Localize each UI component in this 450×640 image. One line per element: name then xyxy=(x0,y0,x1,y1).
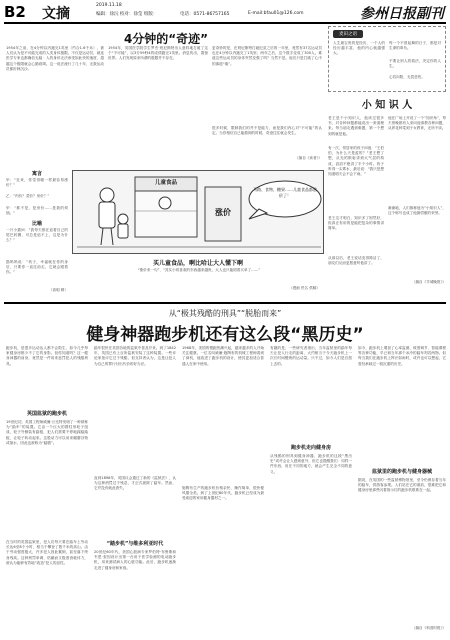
tale-paragraph: 甲：“都不是，是房价……是我的烦恼。” xyxy=(6,206,68,216)
tale-column xyxy=(6,170,68,296)
tale-paragraph: 乙：“肉价？菜价？房价？” xyxy=(6,194,50,198)
section-title: 文摘 xyxy=(42,6,70,22)
cartoon-sign-price: 涨价 xyxy=(215,208,231,217)
article-paragraph: 1954年之前，在4分钟以内跑完1英里（约合1.6千米），被人们认为是不可能完成的人类身体极限。不仅是运动员，就连医学专家也都确信无疑：人的身体无法承受如此快的速度，超越这个极限就会心肺衰竭。这一说法流行了几十年，无数运动员都折戟沉沙。 xyxy=(6,46,104,71)
article-paragraph: 从残酷的刑具到健身神器，跑步机的这段“黑历史”或许会让人感到意外，但它也提醒我们：同样一件东西，用在不同的地方，就会产生完全不同的意义。 xyxy=(270,454,352,474)
cartoon-caption: 买儿童食品，啊比哈让大人懂下啊 xyxy=(152,260,243,267)
cartoon-bubble-text: 马路、食物、糖果……儿童食品都涨价了！ xyxy=(253,187,317,198)
article-paragraph: 20世纪60年代，美国心脏病专家罗伯特·布鲁斯和韦恩·奎因设计出第一台用于医学检测的电动跑步机，用来测试病人的心脏功能。此后，跑步机逐渐走进了健身房和家庭。 xyxy=(94,550,176,570)
article-paragraph: 踏车很快在英国各地的监狱中普及开来。到了1842年，英国已有上百所监狱安装了这种装置。一些评论家批评它过于残酷，但支持者认为，这是让犯人为自己的罪行付出代价的好办法。 xyxy=(94,346,176,366)
article-paragraph: 老王是个小知识人，他读过很多书，对各种问题都能说出一套道理来。每当朋友遇到难题，第一个想到的就是他。 xyxy=(328,116,384,136)
quote-line: 不要让别人的看法，决定你的人生。 xyxy=(389,59,441,69)
tale-source: （高明 辑） xyxy=(48,288,68,292)
email: E-mail:bfau01@126.com xyxy=(248,11,304,16)
article-paragraph: 如今，跑步机上增加了心率监测、坡度调节、智能课程等各种功能，早已和当年那个冰冷的踏车判若两物。但每当我们在跑步机上挥汗如雨时，或许也可以想起，它曾经承载过一段沉重的历史。 xyxy=(358,346,446,366)
tale-label: 比喻 xyxy=(31,221,42,227)
article-subheading: 监狱里的跑步机与健身器械 xyxy=(371,469,432,475)
cartoon-credit: （漫画 佚名 供稿） xyxy=(288,286,320,290)
article-paragraph: 从那以后，老王说话变得简洁了，朋友们反而更愿意听他讲了。 xyxy=(328,256,384,266)
article-paragraph: 他在广场上开设了一个“知识角”，每天傍晚都有人来向他请教各种问题，从养花种菜到子女教育，无所不谈。 xyxy=(388,116,446,131)
phone: 电话：0571-86757165 xyxy=(180,12,230,17)
tale-paragraph: 猫妈妈说：“孩子，幸福就在你的身后，只要你一直往前走，它就会跟着你。” xyxy=(6,260,68,275)
editor-line: 编辑：徐沅 校对：徐莹 组版： xyxy=(96,12,158,17)
article-paragraph: 1968年，美国的慢跑热潮兴起，越来越多的人开始关注健康。一位名叫威廉·施陶布的机械工程师看到了商机，他改进了跑步机的设计，使其更加适合普通人在家中使用。 xyxy=(182,346,264,366)
article-paragraph: 有一次，邻居家的孩子问他：“王伯伯，为什么天是蓝的？”老王想了想，从光的散射讲到大气层的构成，滔滔不绝讲了半个小时。孩子听得一头雾水，最后说：“我只是想知道明天会不会下雨。” xyxy=(328,146,384,177)
quote-line: 心若向阳，无畏悲伤。 xyxy=(389,75,425,79)
main-article-title: 健身神器跑步机还有这么段“黑历史” xyxy=(86,325,364,345)
newspaper-brand: 参州日报副刊 xyxy=(360,6,444,22)
article-paragraph: 渐渐地，人们都称他为“小知识人”，这个称号也成了他最骄傲的荣誉。 xyxy=(388,206,446,216)
article-paragraph: 施陶布生产的跑步机价格亲民、操作简单，很快便风靡全美。到了上世纪80年代，跑步机已经成为最受欢迎的家用健身器材之一。 xyxy=(182,486,264,501)
article-paragraph: 直到1898年，英国议会通过了新的《监狱法》，认为这种刑罚过于残忍，才正式废除了踏车。然而，它并没有就此消失。 xyxy=(94,476,176,491)
article-subheading: “踏步机”与维多利亚时代 xyxy=(106,541,164,547)
article-paragraph: 在当时的英国监狱里，犯人们每天要在踏车上劳动长达6至8个小时，相当于攀登了数千米的高山。由于劳动强度极大，许多犯人因此累倒，甚至落下终身残疾。这种刑罚单调、枯燥而又极度消耗体力，被认为能够有效地“改造”犯人的品性。 xyxy=(6,540,88,565)
article-paragraph: 19世纪初，英国工程师威廉·丘比特发明了一种被称为“踏车”的装置。它由一个巨大的圆柱形轮子组成，轮子外侧装有踏板，犯人们需要不停地踩踏踏板，让轮子转动起来。这股动力可以用来碾磨谷物或抽水，因此也被称为“踏磨”。 xyxy=(6,420,88,445)
page-code: B2 xyxy=(4,3,26,21)
article-paragraph: 更奇妙的是，在班尼斯特打破纪录之后的一年里，竟然有37名运动员也在4分钟以内跑完了1英里；两年之后，这个数字变成了300人。难道这些运动员的身体突然变强了吗？当然不是。他们只是打破了心中的那道“墙”。 xyxy=(212,46,322,66)
cartoon-illustration xyxy=(72,170,324,254)
tale-paragraph: 一只小猫问：“我每天都在追着自己的尾巴转圈，可总是追不上，这是为什么？” xyxy=(6,228,68,243)
article-miracle xyxy=(6,26,324,166)
main-article-kicker: 从“极其残酷的刑具”“脱胎而来” xyxy=(168,309,282,318)
article-source: （摘自《读者》） xyxy=(295,156,322,160)
article-title: 小 知 识 人 xyxy=(361,100,413,111)
quote-line: 人生最宝贵的是经历，一个人的经历越丰富，他的内心就越强大。 xyxy=(333,41,385,56)
article-paragraph: 跑步机，是很多运动达人都不会陌生，如今几乎每家健身房都少不了它的身影。但你知道吗？这一健身神器的前身，竟然是一件用来惩罚犯人的残酷刑具。 xyxy=(6,346,88,366)
article-source: （摘自《羊城晚报》） xyxy=(411,280,446,284)
section-rule xyxy=(4,302,446,304)
article-paragraph: 老王这才明白，知识多了固然好，但真正有用的是能把复杂的事情讲简单。 xyxy=(328,216,384,231)
quote-box-heading: 麦田之语 xyxy=(333,30,363,38)
cartoon-caption-note: “涨价来一句”、“其实小孩喜欢的东西越来越贵，大人也只能陪着买单了……” xyxy=(137,268,261,272)
article-paragraph: 据说，在英国的一些监狱博物馆里，至今仍保存着当年的踏车，供游客参观。人们站在它的面前，很难把它和健身房里那些闪着指示灯的跑步机联系在一起。 xyxy=(358,478,446,493)
cartoon-drawing xyxy=(73,171,325,255)
article-source: （摘自《科普时报》） xyxy=(411,626,446,630)
article-subheading: 英国监狱的跑步机 xyxy=(26,411,67,417)
issue-date: 2019.11.18 xyxy=(96,3,122,8)
quote-line: 每一个不曾起舞的日子，都是对生命的辜负。 xyxy=(389,41,441,51)
article-paragraph: 1954年，英国医学院学生罗杰·班尼斯特出人意料地打破了这个“不可能”，以3分59秒4的成绩跑完1英里。消息传出，震惊世界。人们发现原来所谓的极限并不存在。 xyxy=(108,46,208,61)
article-paragraph: 很多时候，限制我们的并不是能力，而是我们内心对“不可能”的认定。当你相信自己能做到的时候，奇迹往往就会发生。 xyxy=(212,126,322,136)
page-header xyxy=(0,0,450,24)
cartoon-sign-food: 儿童食品 xyxy=(154,180,177,186)
quote-box xyxy=(328,26,446,92)
header-rule xyxy=(4,22,446,24)
article-subheading: 跑步机走向健身房 xyxy=(290,445,331,451)
article-paragraph: 有趣的是，一些研究者指出，当年监狱里的踏车每天让犯人行走的距离，大约相当于今天跑步机上一次长时间锻炼的运动量。只不过，如今人们是自愿上去的。 xyxy=(270,346,352,366)
tale-paragraph: 甲：“近来，你觉得哪一样最容易涨价？” xyxy=(6,178,68,188)
tale-heading: 寓言 xyxy=(31,171,42,177)
article-title: 4分钟的“奇迹” xyxy=(123,32,209,46)
